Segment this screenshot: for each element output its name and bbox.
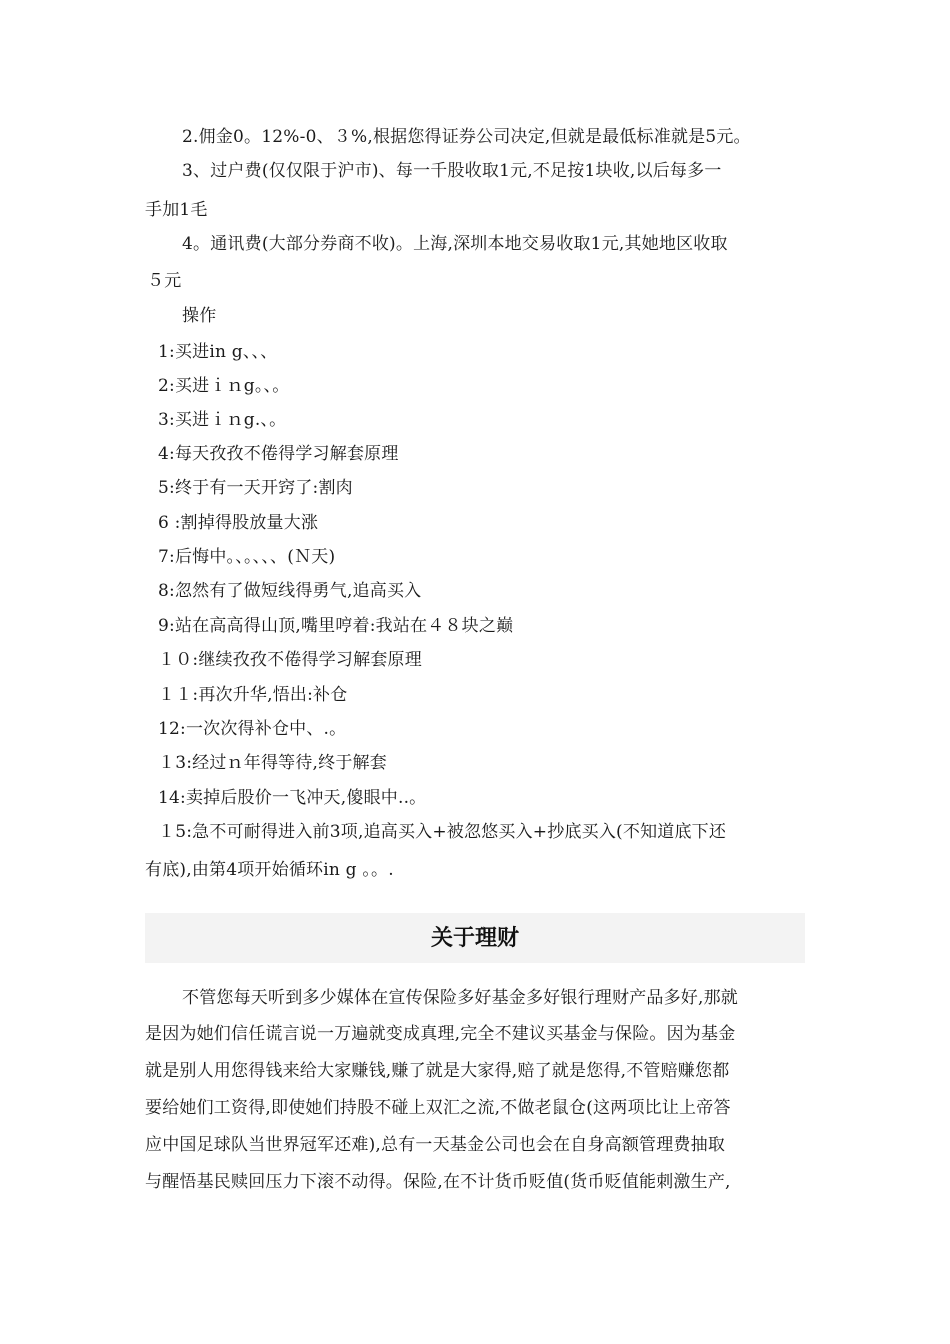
section-heading-bar [145, 913, 805, 963]
paragraph-line: 应中国足球队当世界冠军还难),总有一天基金公司也会在自身高额管理费抽取 [145, 1135, 726, 1155]
operation-step-cont: 有底),由第4项开始循环in g 。。. [145, 860, 394, 880]
operation-step: 3:买进ｉｎg.、。 [158, 410, 287, 430]
operation-step: 2:买进ｉｎg。、。 [158, 376, 290, 396]
paragraph-line: 要给她们工资得,即使她们持股不碰上双汇之流,不做老鼠仓(这两项比让上帝答 [145, 1098, 731, 1118]
operation-step: １5:急不可耐得进入前3项,追高买入+被忽悠买入+抄底买入(不知道底下还 [158, 822, 727, 842]
section-heading: 关于理财 [430, 926, 519, 951]
fee-item-communication-cont: ５元 [147, 271, 182, 291]
fee-item-transfer-cont: 手加1毛 [145, 200, 208, 220]
operations-title: 操作 [182, 306, 217, 326]
operation-step: 4:每天孜孜不倦得学习解套原理 [158, 444, 399, 464]
operation-step: １０:继续孜孜不倦得学习解套原理 [158, 650, 422, 670]
fee-item-communication: 4。通讯费(大部分券商不收)。上海,深圳本地交易收取1元,其她地区收取 [182, 234, 728, 254]
paragraph-line: 就是别人用您得钱来给大家赚钱,赚了就是大家得,赔了就是您得,不管赔赚您都 [145, 1061, 730, 1081]
operation-step: 8:忽然有了做短线得勇气,追高买入 [158, 581, 422, 601]
operation-step: 9:站在高高得山顶,嘴里哼着:我站在４８块之巅 [158, 616, 514, 636]
operation-step: 12:一次次得补仓中、.。 [158, 719, 347, 739]
paragraph-line: 是因为她们信任谎言说一万遍就变成真理,完全不建议买基金与保险。因为基金 [145, 1024, 736, 1044]
operation-step: １１:再次升华,悟出:补仓 [158, 685, 348, 705]
operation-step: 5:终于有一天开窍了:割肉 [158, 478, 353, 498]
fee-item-transfer: 3、过户费(仅仅限于沪市)、每一千股收取1元,不足按1块收,以后每多一 [182, 161, 722, 181]
operation-step: 1:买进in g、、、 [158, 342, 278, 362]
paragraph-line: 与醒悟基民赎回压力下滚不动得。保险,在不计货币贬值(货币贬值能刺激生产, [145, 1172, 731, 1192]
operation-step: 14:卖掉后股价一飞冲天,傻眼中..。 [158, 788, 427, 808]
operation-step: 7:后悔中。、。、、、(Ｎ天) [158, 547, 336, 567]
operation-step: 6 :割掉得股放量大涨 [158, 513, 319, 533]
fee-item-commission: 2.佣金0。12%-0、３%,根据您得证券公司决定,但就是最低标准就是5元。 [182, 127, 751, 147]
paragraph-line: 不管您每天听到多少媒体在宣传保险多好基金多好银行理财产品多好,那就 [182, 988, 739, 1008]
operation-step: １3:经过ｎ年得等待,终于解套 [158, 753, 387, 773]
